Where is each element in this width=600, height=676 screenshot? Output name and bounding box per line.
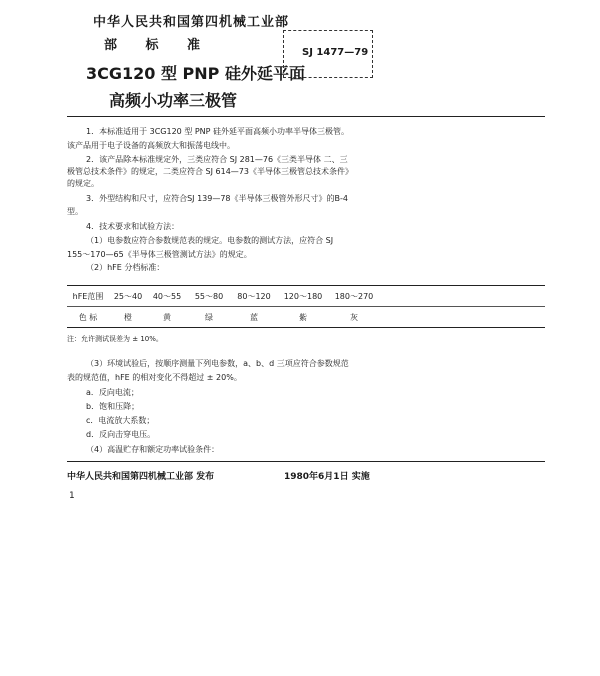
issuer: 中华人民共和国第四机械工业部 发布 [67,472,215,482]
para-4-1-line-1: （1）电参数应符合参数规范表的规定。电参数的测试方法，应符合 SJ [86,236,334,245]
para-2-line-2: 极管总技术条件》的规定，二类应符合 SJ 614—73《半导体三极管总技术条件》 [67,167,353,176]
range-cell: 180～270 [329,286,379,307]
para-4-2: （2）hFE 分档标准： [86,263,165,272]
para-3-line-1: 3．外型结构和尺寸，应符合SJ 139—78《半导体三极管外形尺寸》的B-4 [86,194,348,203]
list-item-c: c．电流放大系数； [86,416,155,425]
para-1-line-2: 该产品用于电子设备的高频放大和振荡电线中。 [67,141,235,150]
para-2-line-3: 的规定。 [67,179,99,188]
para-4-3-line-1: （3）环境试验后，按顺序测量下列电参数，a、b、d 三项应符合参数规范 [86,359,349,368]
color-cell: 蓝 [231,307,277,328]
para-1-line-1: 1．本标准适用于 3CG120 型 PNP 硅外延平面高频小功率半导体三极管。 [86,127,350,136]
para-4-4: （4）高温贮存和额定功率试验条件： [86,445,220,454]
range-label: hFE范围 [67,286,109,307]
range-cell: 80～120 [231,286,277,307]
color-cell: 黄 [147,307,187,328]
para-4-1-line-2: 155～170—65《半导体三极管测试方法》的规定。 [67,250,252,259]
page-number: 1 [69,491,75,501]
range-cell: 40～55 [147,286,187,307]
standard-number-box [283,30,373,78]
para-4-3-line-2: 表的规范值，hFE 的相对变化不得超过 ± 20%。 [67,373,242,382]
para-4-heading: 4．技术要求和试验方法： [86,222,180,231]
range-cell: 55～80 [187,286,231,307]
list-item-a: a．反向电流； [86,388,139,397]
list-item-b: b．饱和压降； [86,402,140,411]
para-3-line-2: 型。 [67,207,83,216]
doc-title-line1: 3CG120 型 PNP 硅外延平面 [86,64,305,83]
standard-number: SJ 1477—79 [302,47,369,58]
color-cell: 灰 [329,307,379,328]
doc-title-line2: 高频小功率三极管 [109,91,238,110]
table-row [67,286,545,307]
table-row [67,307,545,328]
header-divider [67,116,545,117]
footer-divider [67,461,545,462]
table-note: 注：允许测试误差为 ± 10%。 [67,335,163,343]
color-cell: 绿 [187,307,231,328]
effective-date: 1980年6月1日 实施 [284,472,370,482]
para-2-line-1: 2．该产品除本标准规定外，三类应符合 SJ 281—76《三类半导体 二、三 [86,155,348,164]
color-cell: 橙 [109,307,147,328]
range-cell: 25～40 [109,286,147,307]
ministry-name: 中华人民共和国第四机械工业部 [93,15,290,30]
color-cell: 紫 [277,307,329,328]
hfe-grade-table [67,285,545,328]
color-label: 色 标 [67,307,109,328]
standard-category: 部 标 准 [104,38,201,53]
range-cell: 120～180 [277,286,329,307]
list-item-d: d．反向击穿电压。 [86,430,156,439]
